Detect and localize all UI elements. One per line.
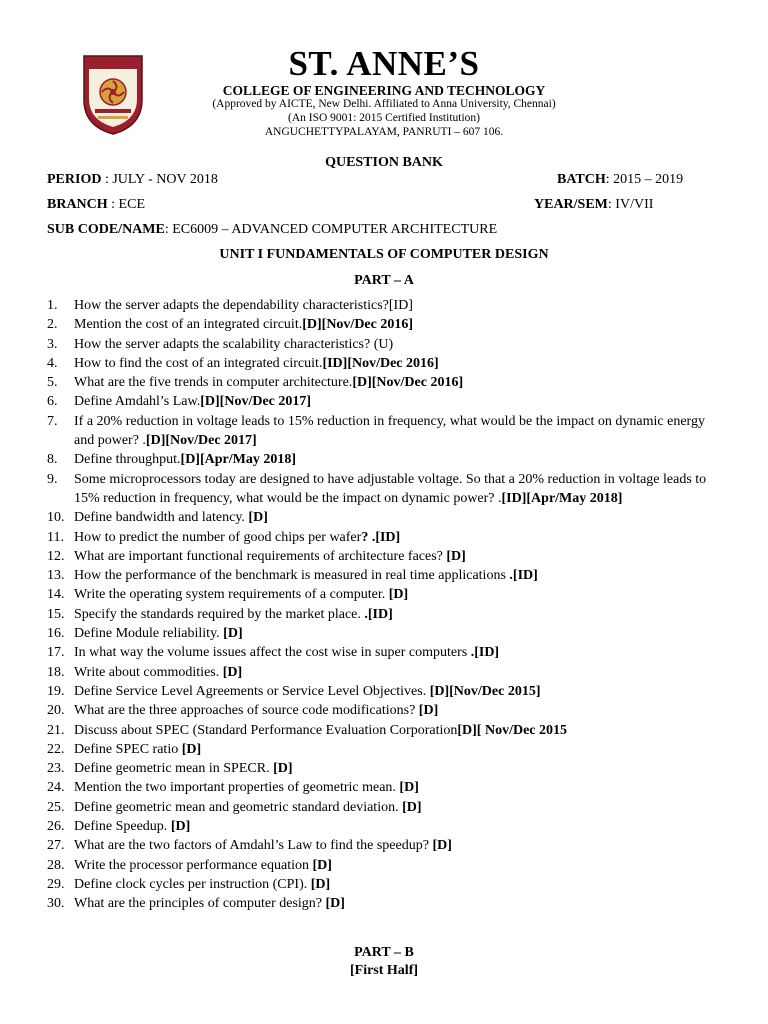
question-tag: [ID][Apr/May 2018]	[501, 490, 623, 506]
question-tag: .[ID]	[364, 606, 393, 622]
question-number: 15.	[47, 606, 65, 622]
question-tag: [D]	[170, 819, 191, 835]
question-item	[47, 798, 727, 817]
question-number: 24.	[47, 780, 65, 796]
question-body: Define Service Level Agreements or Service Level Objectives.	[74, 683, 430, 699]
batch-label: BATCH	[557, 172, 606, 187]
question-text	[74, 354, 727, 373]
question-tag: [D]	[310, 876, 331, 892]
question-item	[47, 894, 727, 913]
question-text	[74, 759, 727, 778]
batch-value: : 2015 – 2019	[605, 172, 684, 187]
branch-value: : ECE	[107, 197, 146, 212]
question-tag: [D]	[402, 799, 422, 815]
question-text	[74, 894, 727, 913]
question-number: 16.	[47, 626, 65, 642]
subject-value: : EC6009 – ADVANCED COMPUTER ARCHITECTURE	[164, 222, 498, 237]
question-tag: [D][ Nov/Dec 2015	[457, 722, 568, 738]
question-item	[47, 701, 727, 720]
question-text	[74, 778, 727, 797]
question-item	[47, 740, 727, 759]
question-body: Write the operating system requirements of a computer.	[74, 587, 389, 603]
question-tag: .[ID]	[470, 645, 500, 661]
question-text	[74, 817, 727, 836]
question-item	[47, 412, 727, 451]
question-number: 5.	[47, 375, 58, 391]
question-text	[74, 296, 727, 315]
question-body: Mention the two important properties of geometric mean.	[74, 780, 400, 796]
question-text	[74, 740, 727, 759]
question-number: 7.	[47, 413, 58, 429]
question-tag: [D][Nov/Dec 2015]	[429, 683, 541, 699]
year-sem-field	[534, 197, 653, 213]
question-number: 17.	[47, 645, 65, 661]
question-number: 10.	[47, 510, 65, 526]
question-body: Mention the cost of an integrated circuit.	[74, 317, 303, 333]
question-number: 21.	[47, 722, 65, 738]
question-body: In what way the volume issues affect the cost wise in super computers	[74, 645, 471, 661]
question-text	[74, 335, 727, 354]
question-number: 11.	[47, 529, 64, 545]
question-tag: ? .[ID]	[361, 529, 401, 545]
question-number: 1.	[47, 298, 58, 313]
question-body: How to predict the number of good chips per wafer	[74, 529, 362, 545]
question-tag: [D][Nov/Dec 2017]	[200, 394, 312, 410]
question-number: 29.	[47, 876, 65, 892]
question-tag: [D][Apr/May 2018]	[180, 452, 297, 468]
question-number: 23.	[47, 761, 65, 777]
question-list	[47, 296, 727, 914]
question-text	[74, 566, 727, 585]
question-body: How to find the cost of an integrated circuit.	[74, 355, 323, 371]
question-item	[47, 373, 727, 392]
question-item	[47, 508, 727, 527]
question-item	[47, 875, 727, 894]
question-body: Define throughput.	[74, 452, 181, 468]
question-body: What are important functional requirements of architecture faces?	[74, 548, 447, 564]
question-item	[47, 566, 727, 585]
period-field	[47, 172, 218, 188]
question-body: Define geometric mean and geometric standard deviation.	[74, 799, 403, 815]
question-item	[47, 778, 727, 797]
question-tag: [D][Nov/Dec 2016]	[302, 317, 414, 333]
question-body: What are the two factors of Amdahl’s Law to find the speedup?	[74, 838, 433, 854]
year-sem-value: : IV/VII	[607, 197, 654, 212]
question-tag: [D]	[248, 510, 268, 526]
question-number: 6.	[47, 394, 58, 410]
question-body: Write about commodities.	[74, 664, 223, 680]
question-tag: .[ID]	[509, 568, 538, 584]
question-body: What are the principles of computer design?	[74, 896, 326, 912]
question-item	[47, 528, 727, 547]
subject-label: SUB CODE/NAME	[47, 222, 165, 237]
question-text	[74, 392, 727, 411]
question-text	[74, 373, 727, 392]
question-text	[74, 470, 727, 509]
question-item	[47, 817, 727, 836]
question-tag: [ID][Nov/Dec 2016]	[322, 355, 439, 371]
question-body: Specify the standards required by the market place.	[74, 606, 365, 622]
question-item	[47, 450, 727, 469]
question-item	[47, 585, 727, 604]
question-item	[47, 759, 727, 778]
question-text	[74, 856, 727, 875]
question-item	[47, 392, 727, 411]
question-text	[74, 721, 727, 740]
branch-field	[47, 197, 145, 213]
college-subtitle: COLLEGE OF ENGINEERING AND TECHNOLOGY	[222, 83, 546, 98]
question-item	[47, 856, 727, 875]
unit-title: UNIT I FUNDAMENTALS OF COMPUTER DESIGN	[219, 247, 549, 262]
question-text	[74, 798, 727, 817]
branch-label: BRANCH	[47, 197, 108, 212]
question-text	[74, 875, 727, 894]
question-number: 14.	[47, 587, 65, 603]
question-item	[47, 682, 727, 701]
question-text	[74, 450, 727, 469]
question-item	[47, 296, 727, 315]
question-text	[74, 315, 727, 334]
question-tag: [D]	[325, 896, 345, 912]
question-number: 12.	[47, 548, 65, 564]
question-item	[47, 643, 727, 662]
part-a-heading: PART – A	[354, 273, 414, 288]
batch-field	[557, 172, 683, 188]
question-number: 22.	[47, 741, 65, 757]
question-number: 28.	[47, 857, 65, 873]
question-text	[74, 508, 727, 527]
question-body: Some microprocessors today are designed to have adjustable voltage. So that a 20% reduction in voltage leads to 15% reduction in frequency, what would be the impact on dynamic power? .	[74, 471, 707, 506]
question-number: 4.	[47, 355, 58, 371]
question-tag: [D]	[418, 703, 439, 719]
question-number: 30.	[47, 896, 65, 912]
period-value: : JULY - NOV 2018	[101, 172, 218, 187]
question-item	[47, 470, 727, 509]
question-number: 9.	[47, 471, 58, 487]
question-body: What are the five trends in computer architecture.	[74, 375, 353, 391]
question-number: 25.	[47, 799, 65, 815]
question-item	[47, 663, 727, 682]
question-body: Define SPEC ratio	[74, 741, 182, 757]
question-body: Write the processor performance equation	[74, 857, 313, 873]
question-number: 20.	[47, 703, 65, 719]
question-text	[74, 643, 727, 662]
question-number: 27.	[47, 838, 65, 854]
question-text	[74, 682, 727, 701]
question-body: Define Module reliability.	[74, 626, 224, 642]
part-b-heading: PART – B	[354, 945, 414, 960]
question-tag: [D]	[399, 780, 419, 796]
question-tag: [D]	[312, 857, 332, 873]
question-number: 8.	[47, 452, 58, 468]
question-text	[74, 605, 727, 624]
part-b-subheading: [First Half]	[349, 963, 419, 978]
question-body: How the server adapts the scalability characteristics? (U)	[74, 336, 394, 352]
question-item	[47, 315, 727, 334]
period-label: PERIOD	[47, 172, 102, 187]
question-number: 26.	[47, 819, 65, 835]
question-text	[74, 412, 727, 451]
question-body: How the server adapts the dependability characteristics?[ID]	[74, 298, 413, 313]
question-body: Define Speedup.	[74, 819, 171, 835]
question-text	[74, 663, 727, 682]
question-body: Discuss about SPEC (Standard Performance Evaluation Corporation	[74, 722, 458, 738]
question-item	[47, 836, 727, 855]
question-text	[74, 528, 727, 547]
question-body: Define geometric mean in SPECR.	[74, 761, 274, 777]
question-body: Define clock cycles per instruction (CPI).	[74, 876, 311, 892]
question-number: 18.	[47, 664, 65, 680]
document-title: QUESTION BANK	[325, 155, 443, 170]
approval-line: (Approved by AICTE, New Delhi. Affiliated to Anna University, Chennai)	[212, 98, 556, 110]
question-item	[47, 605, 727, 624]
question-number: 19.	[47, 683, 65, 699]
question-tag: [D][Nov/Dec 2017]	[145, 433, 257, 449]
subject-field	[47, 222, 497, 238]
question-body: If a 20% reduction in voltage leads to 15% reduction in frequency, what would be the impact on dynamic energy and power? .	[74, 413, 705, 449]
question-body: Define bandwidth and latency.	[74, 510, 249, 526]
year-sem-label: YEAR/SEM	[534, 197, 608, 212]
question-item	[47, 721, 727, 740]
question-item	[47, 624, 727, 643]
iso-line: (An ISO 9001: 2015 Certified Institution)	[288, 112, 480, 124]
question-item	[47, 354, 727, 373]
question-tag: [D]	[273, 761, 293, 777]
college-name: ST. ANNE’S	[288, 44, 480, 83]
question-text	[74, 701, 727, 720]
question-tag: [D]	[388, 587, 409, 603]
question-number: 2.	[47, 317, 58, 333]
question-body: Define Amdahl’s Law.	[74, 394, 201, 410]
question-text	[74, 836, 727, 855]
question-text	[74, 585, 727, 604]
question-tag: [D]	[446, 548, 466, 564]
question-tag: [D][Nov/Dec 2016]	[352, 375, 464, 391]
question-item	[47, 335, 727, 354]
question-tag: [D]	[181, 741, 202, 757]
question-text	[74, 624, 727, 643]
question-tag: [D]	[223, 626, 243, 642]
address-line: ANGUCHETTYPALAYAM, PANRUTI – 607 106.	[264, 126, 504, 138]
question-body: What are the three approaches of source code modifications?	[74, 703, 419, 719]
question-text	[74, 547, 727, 566]
question-tag: [D]	[432, 838, 452, 854]
question-number: 13.	[47, 568, 65, 584]
question-item	[47, 547, 727, 566]
question-tag: [D]	[222, 664, 243, 680]
question-number: 3.	[47, 336, 58, 352]
question-body: How the performance of the benchmark is measured in real time applications	[74, 568, 510, 584]
